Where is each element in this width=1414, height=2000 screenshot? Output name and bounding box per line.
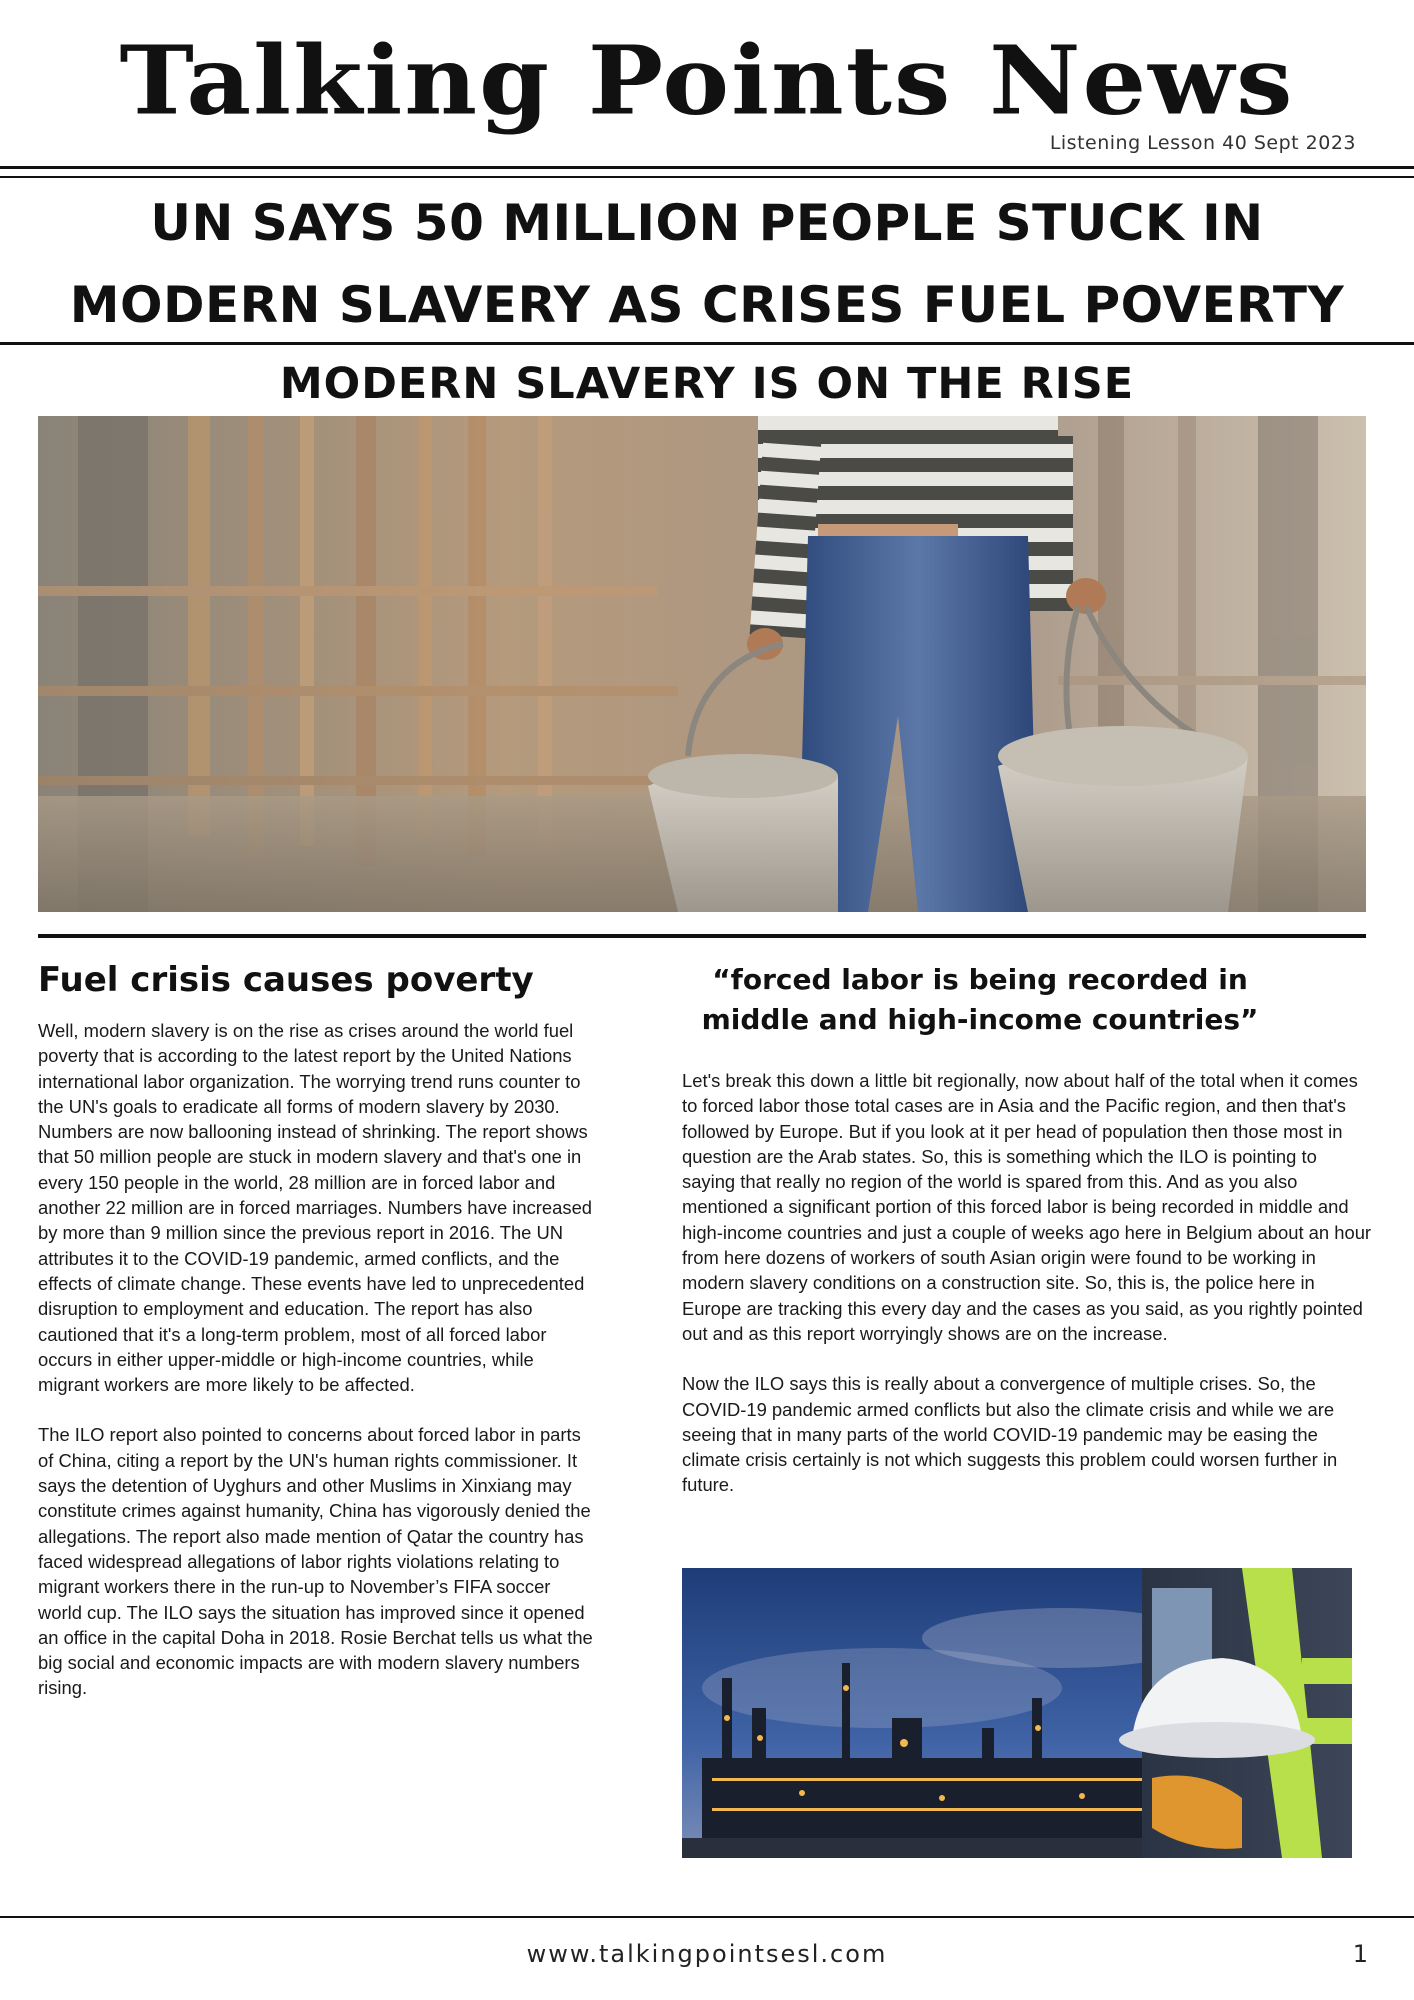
- right-paragraph-1: Let's break this down a little bit regionally, now about half of the total when it comes to forced labor those total cases are in Asia and the Pacific region, and then that's followed by Europe. But if you look at it per head of population then those most in question are the Arab states. So, this is something which the ILO is pointing to saying that really no region of the world is spared from this. And as you also mentioned a significant portion of this forced labor is being recorded in middle and high-income countries and just a couple of weeks ago here in Belgium about an hour from here dozens of workers of south Asian origin were found to be working in modern slavery conditions on a construction site. So, this is, the police here in Europe are tracking this every day and the cases as you said, as you rightly pointed out and as this report worryingly shows are on the increase.: [682, 1070, 1372, 1344]
- right-column-body: [682, 1068, 1372, 1523]
- rule-footer: [0, 1916, 1414, 1918]
- pull-quote: “forced labor is being recorded in middle and high-income countries”: [701, 963, 1259, 1036]
- left-column-heading: Fuel crisis causes poverty: [38, 960, 534, 1000]
- rule-top-thick: [0, 166, 1414, 169]
- left-paragraph-1: Well, modern slavery is on the rise as crises around the world fuel poverty that is according to the latest report by the United Nations international labor organization. The worrying trend runs counter to the UN's goals to eradicate all forms of modern slavery by 2030. Numbers are now ballooning instead of shrinking. The report shows that 50 million people are stuck in modern slavery and that's one in every 150 people in the world, 28 million are in forced labor and another 22 million are in forced marriages. Numbers have increased by more than 9 million since the previous report in 2016. The UN attributes it to the COVID-19 pandemic, armed conflicts, and the effects of climate change. These events have led to unprecedented disruption to employment and education. The report has also cautioned that it's a long-term problem, most of all forced labor occurs in either upper-middle or high-income countries, while migrant workers are more likely to be affected.: [38, 1020, 593, 1396]
- footer-website-link[interactable]: www.talkingpointsesl.com: [526, 1940, 888, 1968]
- rule-below-headline: [0, 342, 1414, 345]
- left-column-body: [38, 1018, 598, 1726]
- left-paragraph-2: The ILO report also pointed to concerns about forced labor in parts of China, citing a report by the UN's human rights commissioner. It says the detention of Uyghurs and other Muslims in Xinxiang may constitute crimes against humanity, China has vigorously denied the allegations. The report also made mention of Qatar the country has faced widespread allegations of labor rights violations relating to migrant workers there in the run-up to November’s FIFA soccer world cup. The ILO says the situation has improved since it opened an office in the capital Doha in 2018. Rosie Berchat tells us what the big social and economic impacts are with modern slavery numbers rising.: [38, 1424, 593, 1699]
- subheadline: MODERN SLAVERY IS ON THE RISE: [279, 359, 1135, 409]
- refinery-worker-photo: [682, 1568, 1352, 1858]
- main-photo-child-carrying-buckets: [38, 416, 1366, 912]
- rule-below-photo: [38, 934, 1366, 938]
- edition-label: Listening Lesson 40 Sept 2023: [1049, 132, 1356, 154]
- rule-top-thin: [0, 176, 1414, 178]
- headline: UN SAYS 50 MILLION PEOPLE STUCK IN MODERN SLAVERY AS CRISES FUEL POVERTY: [69, 194, 1345, 334]
- page-number: 1: [1352, 1940, 1368, 1968]
- masthead-title: Talking Points News: [119, 23, 1295, 137]
- right-paragraph-2: Now the ILO says this is really about a convergence of multiple crises. So, the COVID-19 pandemic armed conflicts but also the climate crisis and while we are seeing that in many parts of the world COVID-19 pandemic may be easing the climate crisis certainly is not which suggests this problem could worsen further in future.: [682, 1373, 1338, 1496]
